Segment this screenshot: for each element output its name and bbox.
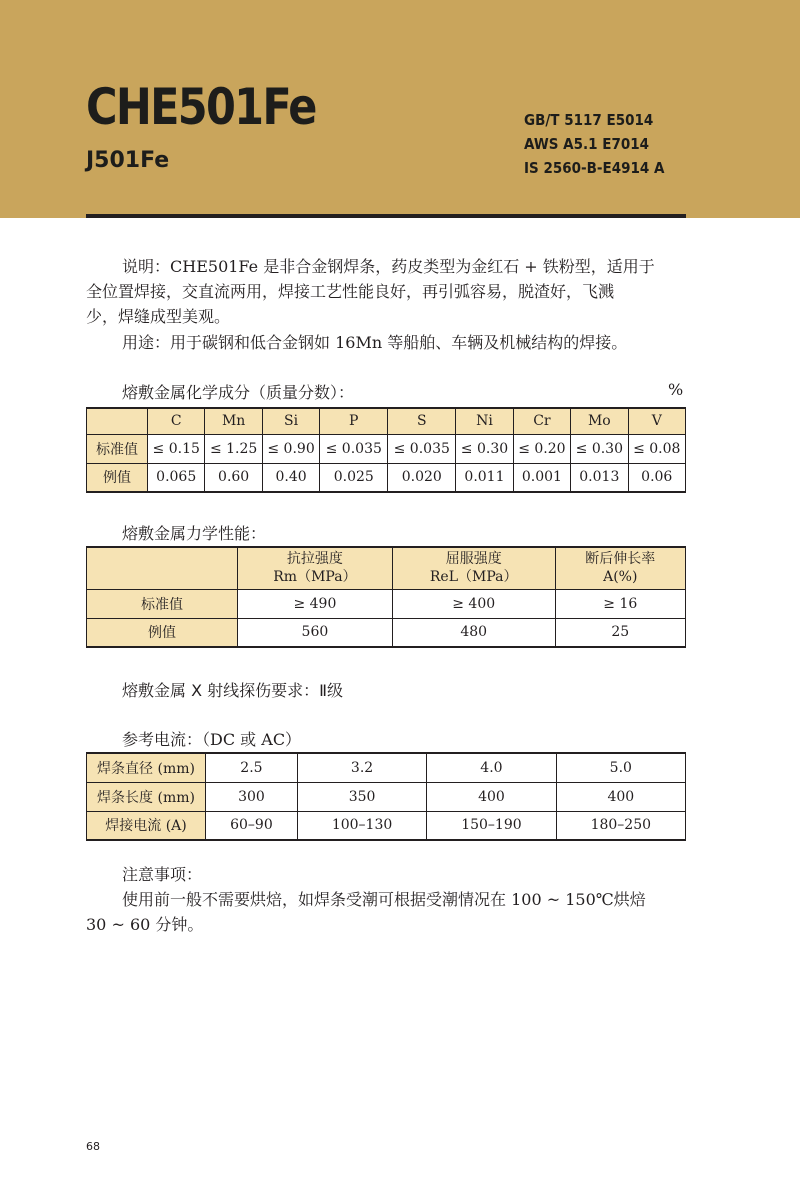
- standard-is: IS 2560-B-E4914 A: [524, 159, 665, 177]
- current-title: [122, 727, 301, 750]
- table-cell: 180–250: [556, 811, 685, 840]
- table-cell: 400: [427, 782, 556, 811]
- table-header-cell: P: [320, 408, 388, 434]
- table-header-cell: Cr: [513, 408, 570, 434]
- table-cell: 2.5: [206, 753, 298, 782]
- table-cell: ≤ 0.035: [320, 434, 388, 463]
- table-header-cell: V: [628, 408, 685, 434]
- row-label-cell: 标准值: [87, 434, 148, 463]
- description-line-1: CHE501Fe 是非合金钢焊条，药皮类型为金红石 + 铁粉型，适用于: [170, 257, 655, 276]
- standard-gb: GB/T 5117 E5014: [524, 111, 654, 129]
- table-header-cell: C: [148, 408, 205, 434]
- table-header-row: [87, 408, 686, 434]
- table-row: [87, 463, 686, 492]
- table-cell: ≤ 1.25: [205, 434, 262, 463]
- header-divider: [86, 214, 686, 218]
- table-cell: 150–190: [427, 811, 556, 840]
- usage-label: 用途：: [122, 333, 171, 352]
- table-row: [87, 589, 686, 618]
- mechanical-title: 熔敷金属力学性能：: [122, 524, 267, 543]
- table-cell: 0.065: [148, 463, 205, 492]
- table-header-cell: [555, 547, 685, 589]
- description-line-2: 全位置焊接，交直流两用，焊接工艺性能良好，再引弧容易，脱渣好，飞溅: [86, 282, 615, 301]
- table-header-cell: [392, 547, 555, 589]
- product-subtitle: J501Fe: [86, 148, 170, 173]
- standards-list: [524, 108, 664, 180]
- table-cell: ≤ 0.035: [388, 434, 456, 463]
- row-label-cell: 标准值: [87, 589, 238, 618]
- table-cell: 350: [297, 782, 426, 811]
- table-cell: 0.011: [456, 463, 513, 492]
- current-title-suffix: （DC 或 AC）: [202, 730, 302, 749]
- table-row: [87, 753, 686, 782]
- header-unit: ReL（MPa）: [429, 569, 518, 586]
- table-cell: ≤ 0.20: [513, 434, 570, 463]
- product-title: CHE501Fe: [86, 78, 316, 136]
- table-row: [87, 782, 686, 811]
- header-line: 屈服强度: [445, 551, 502, 568]
- xray-requirement: 熔敷金属 X 射线探伤要求：Ⅱ级: [122, 681, 344, 700]
- table-cell: 60–90: [206, 811, 298, 840]
- table-header-cell: Ni: [456, 408, 513, 434]
- chemical-unit: %: [668, 380, 684, 399]
- table-cell: ≤ 0.30: [571, 434, 628, 463]
- header-line: 断后伸长率: [585, 551, 656, 568]
- page-number: 68: [86, 1140, 100, 1153]
- table-cell: 0.020: [388, 463, 456, 492]
- table-cell: 0.001: [513, 463, 570, 492]
- table-header-cell: [87, 547, 238, 589]
- usage-text: 用于碳钢和低合金钢如 16Mn 等船舶、车辆及机械结构的焊接。: [170, 333, 628, 352]
- table-header-row: [87, 547, 686, 589]
- table-cell: 0.06: [628, 463, 685, 492]
- table-cell: ≥ 490: [238, 589, 393, 618]
- table-cell: 0.40: [262, 463, 319, 492]
- table-row: [87, 618, 686, 647]
- table-header-cell: Mn: [205, 408, 262, 434]
- notes-title: 注意事项：: [122, 865, 203, 884]
- table-cell: 0.013: [571, 463, 628, 492]
- row-label-cell: 例值: [87, 463, 148, 492]
- table-row: [87, 434, 686, 463]
- table-cell: ≤ 0.15: [148, 434, 205, 463]
- current-table: [86, 752, 686, 841]
- table-cell: 3.2: [297, 753, 426, 782]
- table-header-cell: Mo: [571, 408, 628, 434]
- header-unit: A(%): [603, 569, 638, 586]
- table-cell: ≤ 0.90: [262, 434, 319, 463]
- table-cell: 100–130: [297, 811, 426, 840]
- table-cell: 560: [238, 618, 393, 647]
- table-cell: ≤ 0.30: [456, 434, 513, 463]
- row-label-cell: 例值: [87, 618, 238, 647]
- table-header-cell: [238, 547, 393, 589]
- table-header-cell: [87, 408, 148, 434]
- chemical-title: 熔敷金属化学成分（质量分数）：: [122, 383, 355, 402]
- current-title-label: 参考电流：: [122, 730, 203, 749]
- usage-paragraph: [86, 330, 686, 355]
- row-label-cell: 焊条直径 (mm): [87, 753, 206, 782]
- chemical-table: [86, 407, 686, 493]
- row-label-cell: 焊条长度 (mm): [87, 782, 206, 811]
- table-header-cell: S: [388, 408, 456, 434]
- table-header-cell: Si: [262, 408, 319, 434]
- table-cell: 5.0: [556, 753, 685, 782]
- table-cell: 300: [206, 782, 298, 811]
- notes-line-1: 使用前一般不需要烘焙，如焊条受潮可根据受潮情况在 100 ~ 150℃烘焙: [122, 890, 646, 909]
- table-cell: 4.0: [427, 753, 556, 782]
- standard-aws: AWS A5.1 E7014: [524, 135, 650, 153]
- header-band: [0, 0, 800, 218]
- description-paragraph: [86, 254, 686, 329]
- row-label-cell: 焊接电流 (A): [87, 811, 206, 840]
- table-cell: 0.025: [320, 463, 388, 492]
- description-label: 说明：: [122, 257, 171, 276]
- table-cell: 25: [555, 618, 685, 647]
- notes-line-2: 30 ~ 60 分钟。: [86, 915, 204, 934]
- table-cell: 400: [556, 782, 685, 811]
- description-line-3: 少，焊缝成型美观。: [86, 307, 231, 326]
- table-cell: ≥ 400: [392, 589, 555, 618]
- table-cell: ≥ 16: [555, 589, 685, 618]
- table-cell: 480: [392, 618, 555, 647]
- notes-section: [86, 862, 686, 937]
- table-cell: ≤ 0.08: [628, 434, 685, 463]
- table-row: [87, 811, 686, 840]
- header-unit: Rm（MPa）: [273, 569, 357, 586]
- mechanical-table: [86, 546, 686, 648]
- table-cell: 0.60: [205, 463, 262, 492]
- header-line: 抗拉强度: [286, 551, 343, 568]
